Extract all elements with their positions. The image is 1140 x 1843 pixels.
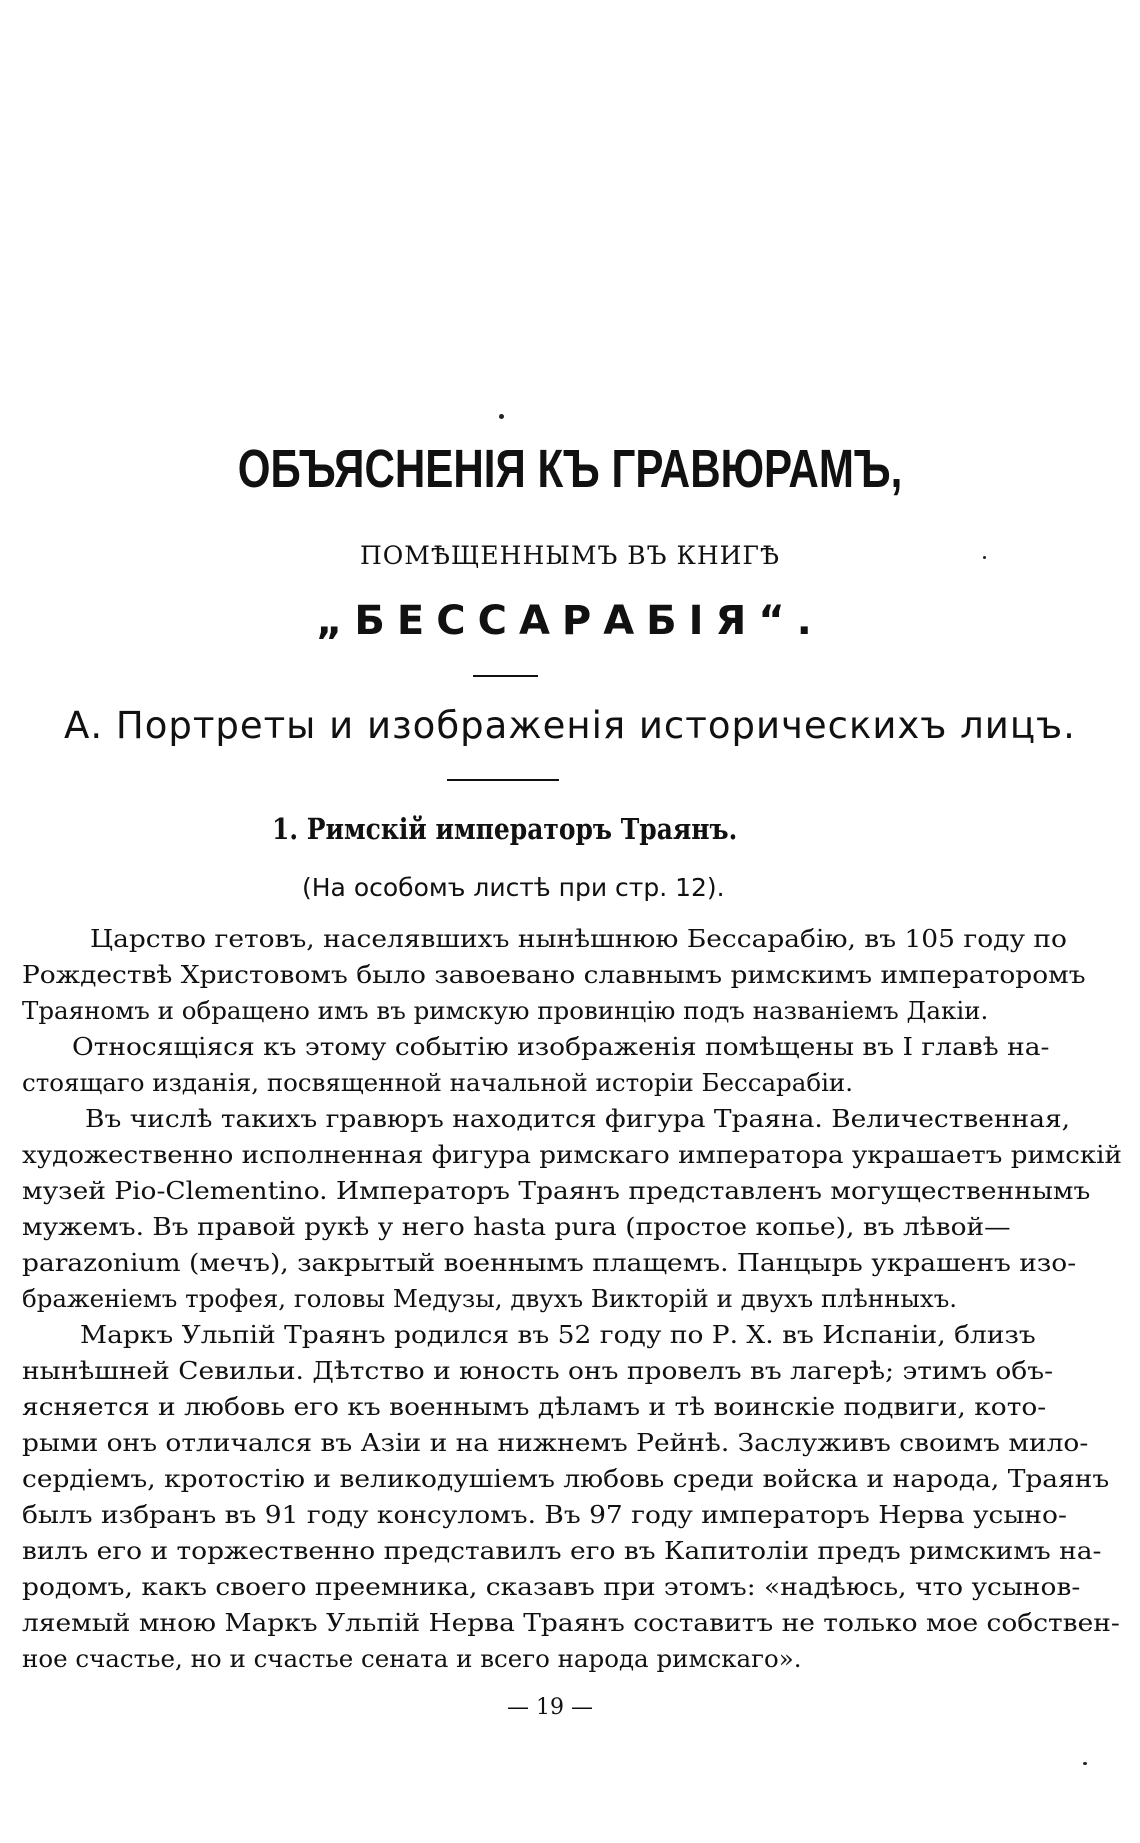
text-line (22, 921, 1122, 957)
body-text (22, 921, 1122, 1677)
document-title: ОБЪЯСНЕНІЯ КЪ ГРАВЮРАМЪ, (237, 439, 903, 499)
text-line (22, 1281, 1122, 1317)
text-line-content: художественно исполненная фигура римскаго императора украшаетъ римскій (22, 1140, 1122, 1169)
text-line-content: родомъ, какъ своего преемника, сказавъ при этомъ: «надѣюсь, что усынов- (22, 1572, 1081, 1601)
text-line-content: былъ избранъ въ 91 году консуломъ. Въ 97 году императоръ Нерва усыно- (22, 1500, 1067, 1529)
text-line (22, 1101, 1122, 1137)
text-line-content: стоящаго изданія, посвященной начальной исторіи Бессарабіи. (22, 1068, 854, 1097)
text-line-content: сердіемъ, кротостію и великодушіемъ любовь среди войска и народа, Траянъ (22, 1464, 1110, 1493)
page-number: — 19 — (507, 1695, 593, 1720)
text-line-content: Траяномъ и обращено имъ въ римскую провинцію подъ названіемъ Дакіи. (22, 996, 989, 1025)
text-line-content: ное счастье, но и счастье сената и всего народа римскаго». (22, 1644, 802, 1673)
text-line-content: мужемъ. Въ правой рукѣ у него hasta pura (простое копье), въ лѣвой— (22, 1212, 1011, 1241)
text-line-content: рыми онъ отличался въ Азіи и на нижнемъ Рейнѣ. Заслуживъ своимъ мило- (22, 1428, 1089, 1457)
text-line-content: Маркъ Ульпій Траянъ родился въ 52 году по Р. Х. въ Испаніи, близъ (80, 1320, 1036, 1349)
text-line-content: ясняется и любовь его къ военнымъ дѣламъ и тѣ воинскіе подвиги, кото- (22, 1392, 1047, 1421)
text-line-content: Относящіяся къ этому событію изображенія помѣщены въ I главѣ на- (72, 1032, 1050, 1061)
document-subtitle: ПОМѢЩЕННЫМЪ ВЪ КНИГѢ (359, 541, 781, 570)
text-line (22, 1317, 1122, 1353)
text-line (22, 1497, 1122, 1533)
text-line (22, 1605, 1122, 1641)
text-line-content: музей Pio-Clementino. Императоръ Траянъ представленъ могущественнымъ (22, 1176, 1091, 1205)
text-line (22, 1029, 1122, 1065)
text-line-content: parazonium (мечъ), закрытый военнымъ плащемъ. Панцырь украшенъ изо- (22, 1248, 1077, 1277)
divider-rule (473, 675, 538, 677)
entry-heading: 1. Римскій императоръ Траянъ. (272, 812, 738, 846)
divider-rule (447, 779, 559, 781)
text-line (22, 1533, 1122, 1569)
text-line (22, 1569, 1122, 1605)
text-line-content: Рождествѣ Христовомъ было завоевано славнымъ римскимъ императоромъ (22, 960, 1086, 989)
text-line (22, 1389, 1122, 1425)
text-line-content: браженіемъ трофея, головы Медузы, двухъ Викторій и двухъ плѣнныхъ. (22, 1284, 958, 1313)
text-line (22, 957, 1122, 993)
text-line (22, 1641, 1122, 1677)
text-line (22, 1065, 1122, 1101)
text-line (22, 993, 1122, 1029)
book-title: „БЕССАРАБІЯ“. (316, 598, 824, 644)
section-heading: А. Портреты и изображенія историческихъ лицъ. (64, 704, 1076, 747)
print-speck (499, 414, 504, 419)
entry-note: (На особомъ листѣ при стр. 12). (302, 873, 725, 902)
text-line (22, 1353, 1122, 1389)
text-line-content: вилъ его и торжественно представилъ его въ Капитоліи предъ римскимъ на- (22, 1536, 1102, 1565)
text-line (22, 1461, 1122, 1497)
text-line (22, 1245, 1122, 1281)
text-line (22, 1425, 1122, 1461)
text-line-content: ляемый мною Маркъ Ульпій Нерва Траянъ составитъ не только мое собствен- (22, 1608, 1120, 1637)
print-speck (1083, 1762, 1087, 1765)
text-line (22, 1173, 1122, 1209)
text-line-content: Въ числѣ такихъ гравюръ находится фигура Траяна. Величественная, (85, 1104, 1071, 1133)
text-line-content: нынѣшней Севильи. Дѣтство и юность онъ провелъ въ лагерѣ; этимъ объ- (22, 1356, 1054, 1385)
text-line (22, 1137, 1122, 1173)
text-line-content: Царство гетовъ, населявшихъ нынѣшнюю Бессарабію, въ 105 году по (90, 924, 1067, 953)
text-line (22, 1209, 1122, 1245)
